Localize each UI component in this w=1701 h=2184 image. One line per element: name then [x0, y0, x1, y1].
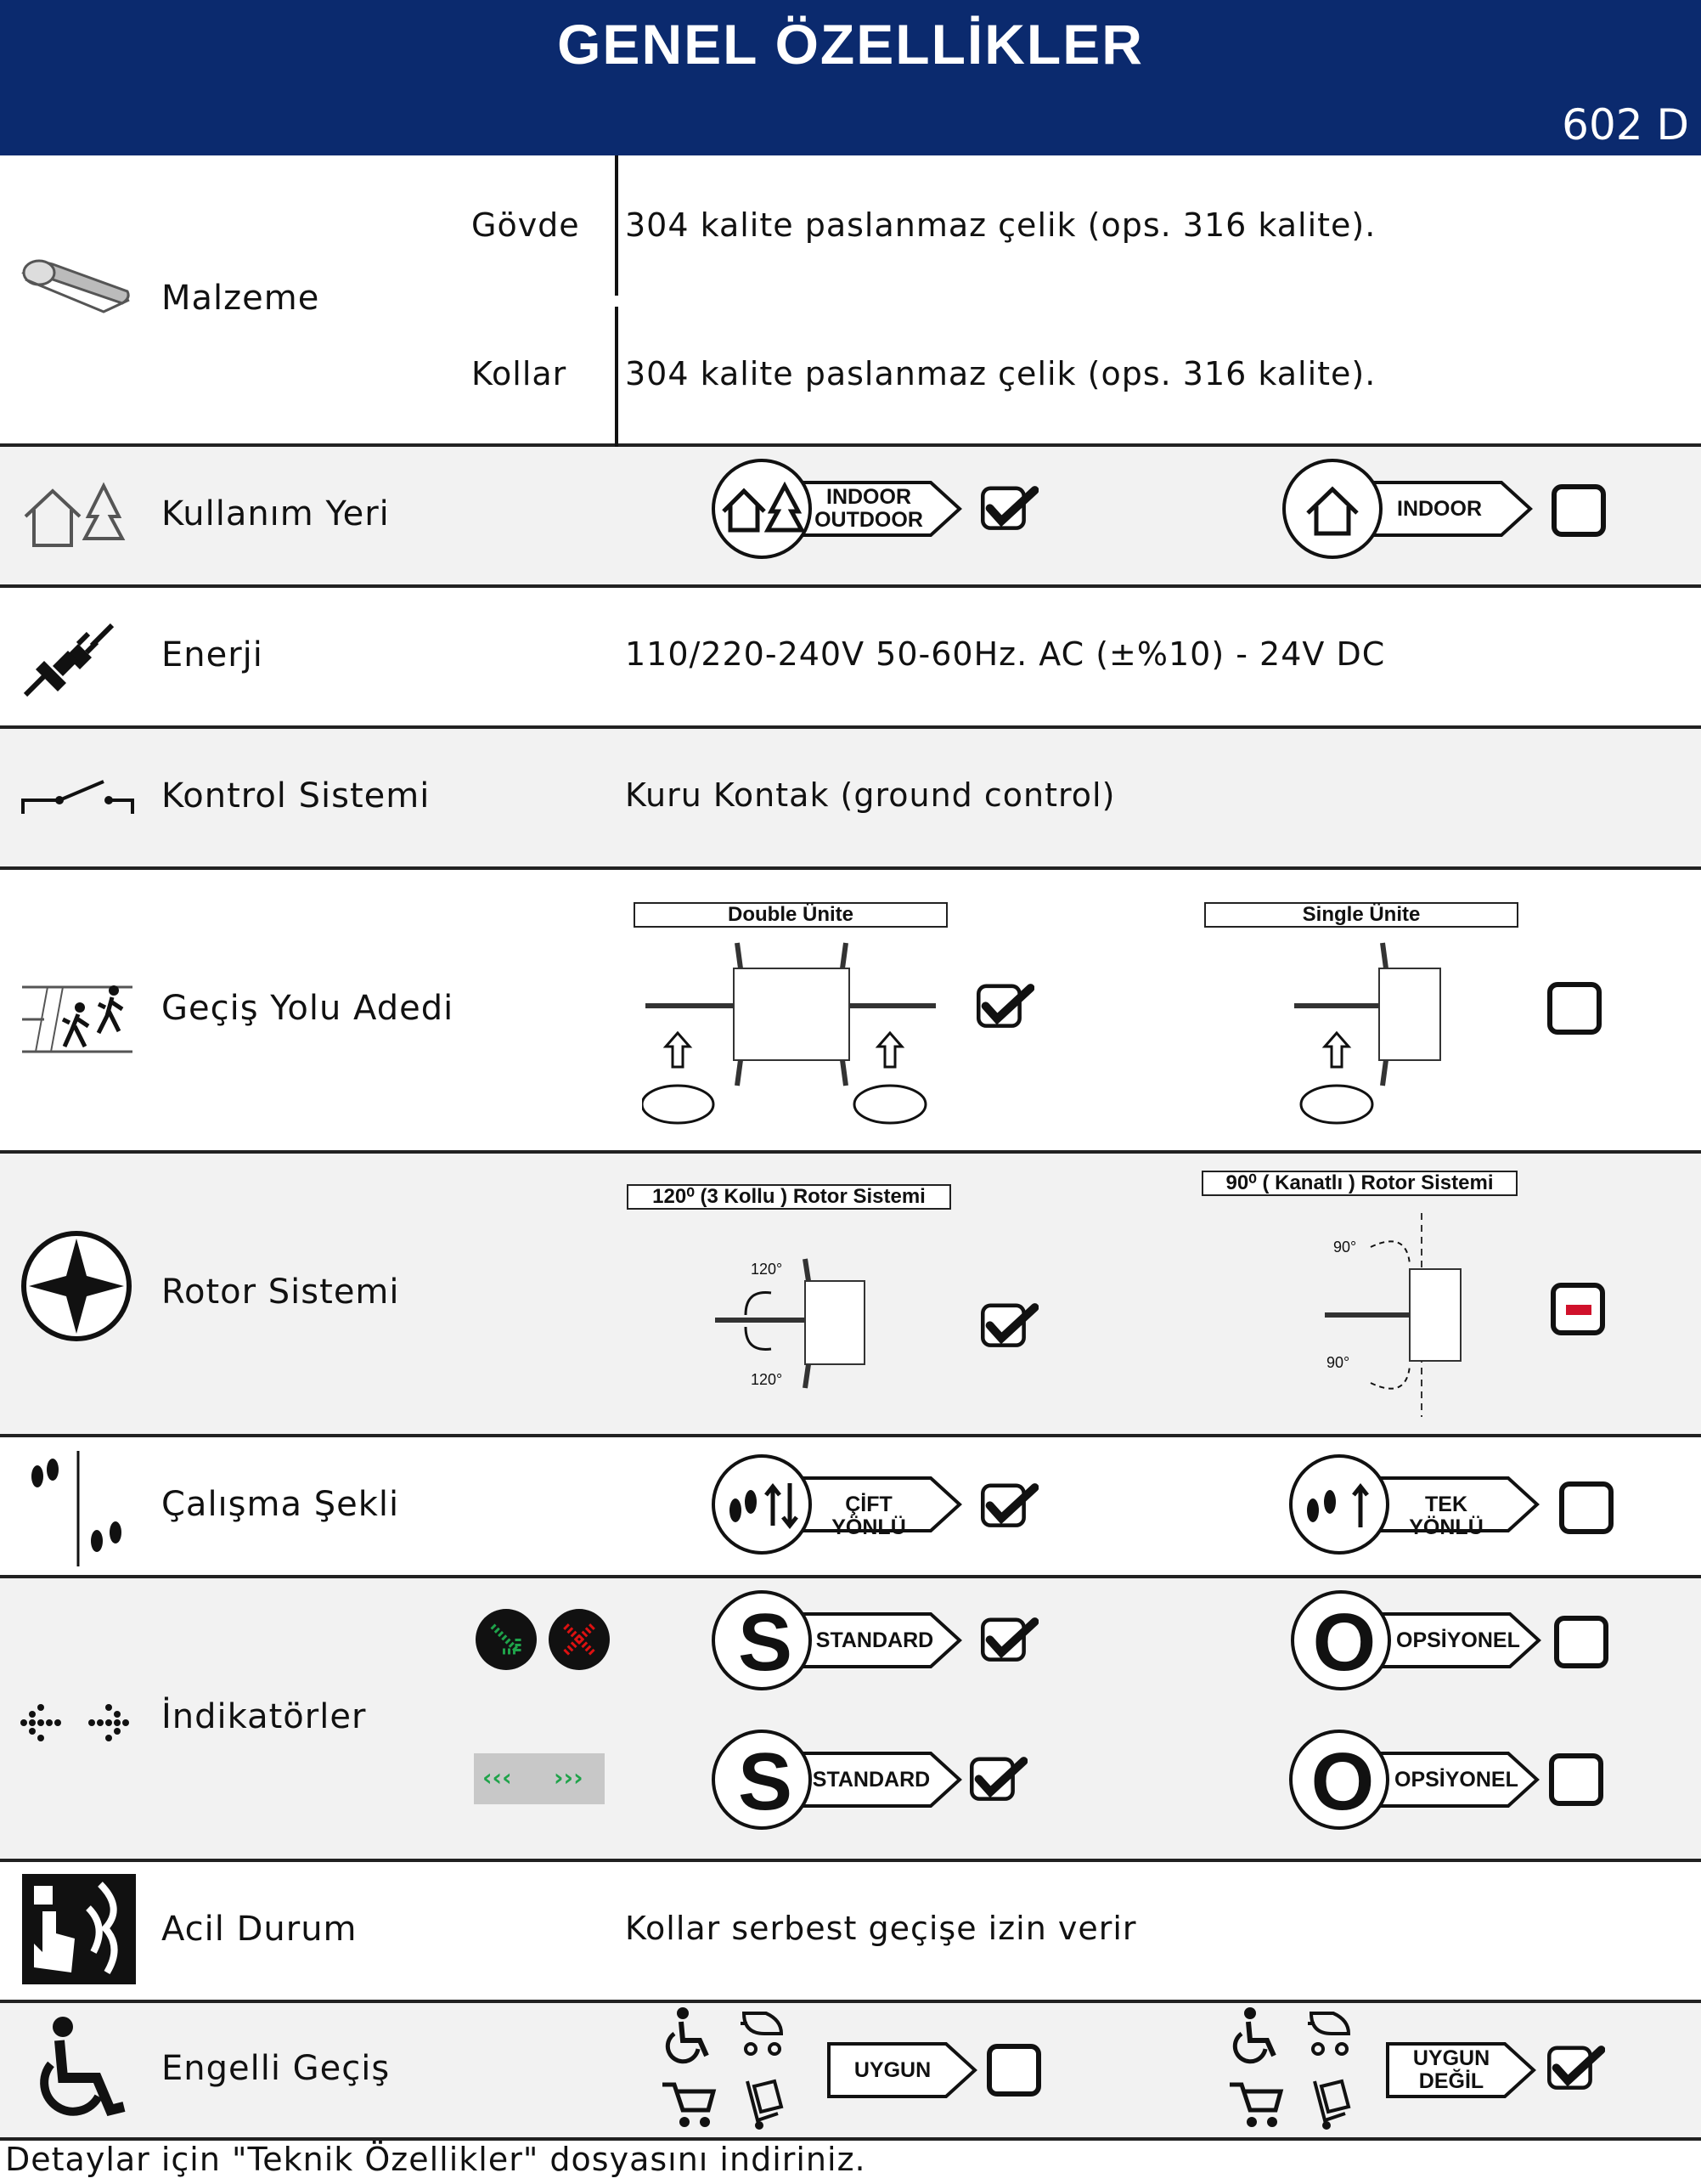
enerji-value: 110/220-240V 50-60Hz. AC (±%10) - 24V DC — [625, 635, 1386, 673]
checkbox-indeterminate[interactable] — [1551, 1283, 1605, 1335]
page-header — [0, 0, 1701, 155]
checkbox-checked[interactable] — [970, 1753, 1028, 1806]
kullanim-label: Kullanım Yeri — [161, 494, 390, 533]
angle-label-90-bottom: 90° — [1326, 1354, 1350, 1371]
row-calisma-sekli — [0, 1437, 1701, 1578]
indoor-outdoor-option — [712, 459, 975, 559]
checkbox-empty[interactable] — [1554, 1616, 1608, 1668]
wheelchair-icon — [29, 2015, 127, 2125]
tek-yonlu-text: TEK YÖNLÜ — [1409, 1493, 1484, 1539]
standard-circle: S — [712, 1590, 812, 1690]
single-unite-caption: Single Ünite — [1204, 902, 1518, 928]
opsiyonel-text: OPSİYONEL — [1394, 1768, 1518, 1792]
opsiyonel-circle: O — [1291, 1590, 1391, 1690]
standard-option-2 — [712, 1730, 975, 1830]
cift-yonlu-text: ÇİFT YÖNLÜ — [831, 1493, 906, 1539]
double-unit-diagram — [642, 940, 939, 1143]
led-right-arrows: ››› — [554, 1764, 583, 1792]
metal-sheet-icon — [19, 247, 138, 324]
row-enerji — [0, 588, 1701, 729]
govde-label: Gövde — [471, 206, 580, 244]
plug-icon — [19, 612, 121, 705]
indoor-text: INDOOR — [1397, 497, 1482, 521]
standard-circle: S — [712, 1730, 812, 1830]
angle-label-90-top: 90° — [1333, 1239, 1357, 1256]
house-tree-icon — [715, 462, 808, 556]
row-acil-durum — [0, 1862, 1701, 2003]
led-arrows-icon — [15, 1697, 143, 1748]
checkbox-empty[interactable] — [1549, 1753, 1603, 1806]
checkbox-empty[interactable] — [1547, 982, 1602, 1035]
checkbox-checked[interactable] — [981, 1480, 1039, 1532]
footsteps-icon — [19, 1448, 138, 1566]
kollar-label: Kollar — [471, 355, 567, 392]
rotor-90-caption: 90⁰ ( Kanatlı ) Rotor Sistemi — [1202, 1171, 1518, 1196]
opsiyonel-option-2 — [1289, 1730, 1552, 1830]
checkbox-checked[interactable] — [981, 483, 1039, 535]
rotor-120-caption: 120⁰ (3 Kollu ) Rotor Sistemi — [627, 1184, 951, 1210]
minus-indicator — [1566, 1305, 1591, 1315]
row-gecis-yolu — [0, 870, 1701, 1154]
row-engelli-gecis — [0, 2003, 1701, 2141]
pedestrian-lane-icon — [19, 972, 138, 1057]
angle-label-120-top: 120° — [751, 1261, 783, 1278]
kontrol-label: Kontrol Sistemi — [161, 776, 431, 815]
uygun-degil-text: UYGUN DEĞİL — [1412, 2046, 1490, 2093]
double-unite-caption: Double Ünite — [634, 902, 948, 928]
row-rotor-sistemi — [0, 1154, 1701, 1437]
gecis-label: Geçiş Yolu Adedi — [161, 989, 454, 1028]
rotor-compass-icon — [19, 1228, 134, 1344]
row-malzeme — [0, 155, 1701, 447]
single-unit-diagram — [1291, 940, 1444, 1143]
uygun-text: UYGUN — [853, 2058, 932, 2082]
checkbox-empty[interactable] — [987, 2044, 1041, 2097]
footsteps-bidirectional-icon — [715, 1458, 808, 1551]
standard-text: STANDARD — [812, 1768, 931, 1792]
led-green-arrow-icon — [474, 1607, 538, 1672]
footsteps-one-way-icon — [1293, 1458, 1386, 1551]
vertical-divider — [615, 307, 618, 447]
checkbox-checked[interactable] — [981, 1614, 1039, 1667]
house-tree-icon — [19, 479, 138, 556]
angle-label-120-bottom: 120° — [751, 1371, 783, 1388]
rotor-120-diagram — [712, 1256, 873, 1408]
cift-yonlu-option — [712, 1454, 975, 1555]
govde-value: 304 kalite paslanmaz çelik (ops. 316 kalite). — [625, 206, 1377, 244]
checkbox-checked[interactable] — [981, 1300, 1039, 1352]
calisma-label: Çalışma Şekli — [161, 1485, 400, 1524]
indoor-circle — [1282, 459, 1383, 559]
indoor-outdoor-circle — [712, 459, 812, 559]
kollar-value: 304 kalite paslanmaz çelik (ops. 316 kalite). — [625, 355, 1377, 392]
kontrol-value: Kuru Kontak (ground control) — [625, 776, 1116, 814]
row-indikatorler — [0, 1578, 1701, 1862]
led-red-cross-icon — [547, 1607, 611, 1672]
malzeme-label: Malzeme — [161, 279, 320, 318]
model-number: 602 D — [1562, 100, 1689, 150]
indikator-label: İndikatörler — [161, 1697, 367, 1736]
house-icon — [1286, 462, 1379, 556]
engelli-label: Engelli Geçiş — [161, 2049, 391, 2088]
indoor-outdoor-text: INDOOR OUTDOOR — [814, 485, 923, 532]
footer-note: Detaylar için "Teknik Özellikler" dosyasını indiriniz. — [5, 2141, 866, 2178]
acil-value: Kollar serbest geçişe izin verir — [625, 1910, 1137, 1947]
opsiyonel-circle: O — [1289, 1730, 1389, 1830]
opsiyonel-option-1 — [1291, 1590, 1554, 1690]
vertical-divider — [615, 155, 618, 296]
tek-yonlu-option — [1289, 1454, 1552, 1555]
uygun-degil-option — [1303, 2020, 1557, 2120]
row-kullanim-yeri — [0, 447, 1701, 588]
checkbox-checked[interactable] — [1547, 2042, 1605, 2095]
standard-text: STANDARD — [815, 1628, 934, 1652]
page-title: GENEL ÖZELLİKLER — [557, 13, 1144, 76]
cift-yonlu-circle — [712, 1454, 812, 1555]
checkbox-checked[interactable] — [977, 980, 1034, 1033]
led-strip-panel — [474, 1753, 605, 1804]
led-left-arrows: ‹‹‹ — [482, 1764, 512, 1792]
emergency-button-icon — [22, 1874, 136, 1984]
row-kontrol-sistemi — [0, 729, 1701, 870]
standard-option-1 — [712, 1590, 975, 1690]
switch-contact-icon — [19, 771, 138, 822]
acil-label: Acil Durum — [161, 1910, 358, 1949]
rotor-label: Rotor Sistemi — [161, 1273, 400, 1312]
tek-yonlu-circle — [1289, 1454, 1389, 1555]
checkbox-empty[interactable] — [1552, 484, 1606, 537]
uygun-option — [744, 2020, 939, 2120]
enerji-label: Enerji — [161, 635, 263, 674]
indoor-option — [1282, 459, 1546, 559]
checkbox-empty[interactable] — [1559, 1481, 1614, 1534]
opsiyonel-text: OPSİYONEL — [1396, 1628, 1520, 1652]
